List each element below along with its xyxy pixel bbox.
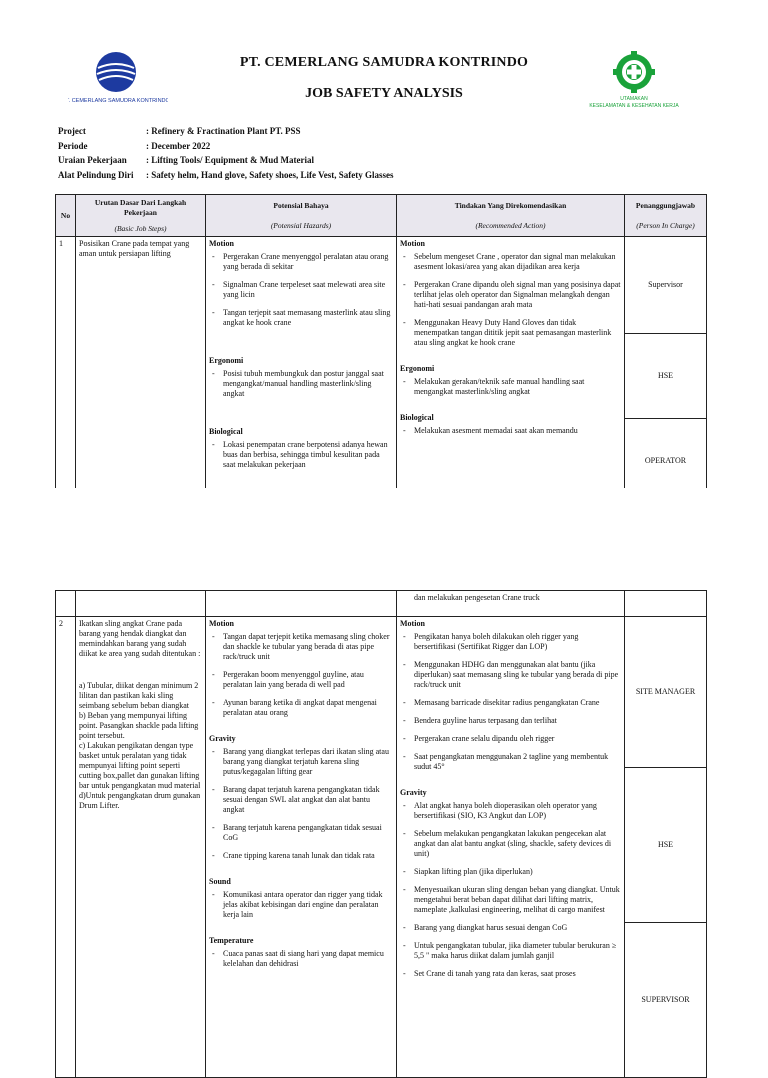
hazard-cell: [206, 617, 397, 1078]
meta-row-project: [58, 124, 706, 139]
hazard-category: Gravity: [209, 734, 236, 743]
hazard-cell: [206, 237, 397, 489]
hazard-item: - Ayunan barang ketika di angkat dapat mengenai peralatan atau orang: [209, 698, 393, 718]
meta-row-uraian: [58, 153, 706, 168]
hazard-category: Biological: [209, 427, 243, 436]
meta-value: : Safety helm, Hand glove, Safety shoes, Life Vest, Safety Glasses: [146, 169, 394, 180]
action-item: - Barang yang diangkat harus sesuai dengan CoG: [400, 923, 621, 933]
action-item: - Sebelum mengeset Crane , operator dan signal man melakukan asesment lokasi/area yang akan dijadikan area kerja: [400, 252, 621, 272]
hazard-item: - Barang dapat terjatuh karena pengangkatan tidak sesuai dengan SWL alat angkat dan alat bantu angkat: [209, 785, 393, 815]
hazard-item: - Lokasi penempatan crane berpotensi adanya hewan buas dan berbisa, sehingga timbul kesulitan pada saat melakukan pekerjaan: [209, 440, 393, 470]
action-item: - Pengikatan hanya boleh dilakukan oleh rigger yang bersertifikasi (Sertifikat Rigger dan LOP): [400, 632, 621, 652]
col-no: No: [56, 195, 76, 237]
col-action-title: Tindakan Yang Direkomendasikan: [454, 200, 567, 210]
action-item: - Memasang barricade disekitar radius pengangkatan Crane: [400, 698, 621, 708]
action-item: - Menyesuaikan ukuran sling dengan beban yang diangkat. Untuk mengetahui berat beban dapat dilihat dari lifting matrix, nameplate ,kalkulasi engineering, melihat di cargo manifest: [400, 885, 621, 915]
row-number: 1: [56, 237, 76, 489]
job-step-item: c) Lakukan pengikatan dengan type basket untuk peralatan yang tidak mempunyai lifting point seperti cutting box,pallet dan gunakan lifting bar untuk pengangkatan mud material: [79, 741, 201, 790]
hazard-item: - Crane tipping karena tanah lunak dan tidak rata: [209, 851, 393, 861]
col-action-en: (Recommended Action): [475, 220, 546, 230]
action-item: - Pergerakan crane selalu dipandu oleh rigger: [400, 734, 621, 744]
pic-cell: SUPERVISOR: [625, 923, 707, 1078]
meta-value: : Refinery & Fractination Plant PT. PSS: [146, 126, 301, 136]
meta-row-periode: [58, 139, 706, 154]
action-category: Motion: [400, 239, 425, 248]
hazard-item: - Posisi tubuh membungkuk dan postur janggal saat mengangkat/manual handling masterlink/sling angkat: [209, 369, 393, 399]
pic-cell: OPERATOR: [625, 419, 707, 489]
action-cell: [397, 617, 625, 1078]
job-step-item: b) Beban yang mempunyai lifting point. Pasangkan shackle pada lifting point tersebut.: [79, 711, 199, 740]
meta-value: : Lifting Tools/ Equipment & Mud Material: [146, 155, 315, 165]
col-pic-en: (Person In Charge): [636, 220, 695, 230]
logo-left-text: PT. CEMERLANG SAMUDRA KONTRINDO: [68, 98, 168, 104]
table-row: [56, 617, 707, 768]
hazard-item: - Pergerakan Crane menyenggol peralatan atau orang yang berada di sekitar: [209, 252, 393, 272]
document-title: JOB SAFETY ANALYSIS: [305, 86, 463, 101]
job-step-item: d)Untuk pengangkatan drum gunakan Drum Lifter.: [79, 791, 201, 810]
page1-row-clip: [55, 236, 707, 488]
col-steps: [76, 195, 206, 237]
col-steps-title: Urutan Dasar Dari Langkah Pekerjaan: [94, 197, 187, 217]
action-cell: [397, 237, 625, 489]
action-item: - Set Crane di tanah yang rata dan keras, saat proses: [400, 969, 621, 979]
hazard-category: Sound: [209, 877, 231, 886]
hazard-item: - Pergerakan boom menyenggol guyline, atau peralatan lain yang berada di well pad: [209, 670, 393, 690]
meta-label: Alat Pelindung Diri: [58, 169, 134, 180]
meta-label: Periode: [58, 140, 88, 151]
pic-cell: HSE: [625, 334, 707, 419]
table-row: [56, 591, 707, 617]
action-item: - Bendera guyline harus terpasang dan terlihat: [400, 716, 621, 726]
row-number: 2: [56, 617, 76, 1078]
hazard-category: Motion: [209, 619, 234, 628]
col-action: [397, 195, 625, 237]
job-step: Posisikan Crane pada tempat yang aman untuk persiapan lifting: [76, 237, 206, 489]
hazard-item: - Tangan terjepit saat memasang masterlink atau sling angkat ke hook crane: [209, 308, 393, 328]
meta-label: Uraian Pekerjaan: [58, 155, 127, 165]
action-item: - Siapkan lifting plan (jika diperlukan): [400, 867, 621, 877]
action-item: - Melakukan asesment memadai saat akan memandu: [400, 426, 621, 436]
meta-value: : December 2022: [146, 140, 211, 151]
jsa-table-header: [55, 194, 707, 237]
action-item: - Alat angkat hanya boleh dioperasikan oleh operator yang bersertifikasi (SIO, K3 Angkut dan LOP): [400, 801, 621, 821]
pic-cell: SITE MANAGER: [625, 617, 707, 768]
meta-label: Project: [58, 126, 86, 136]
table-row: [56, 237, 707, 334]
hazard-item: - Signalman Crane terpeleset saat melewati area site yang licin: [209, 280, 393, 300]
action-item: - Melakukan gerakan/teknik safe manual handling saat mengangkat masterlink/sling angkat: [400, 377, 621, 397]
logo-right-text-2: KESELAMATAN & KESEHATAN KERJA: [589, 103, 679, 109]
meta-row-apd: [58, 168, 706, 183]
action-item: - Menggunakan HDHG dan menggunakan alat bantu (jika diperlukan) saat memasang sling ke tubular yang berada di pipe rack/truck unit: [400, 660, 621, 690]
hazard-item: - Barang terjatuh karena pengangkatan tidak sesuai CoG: [209, 823, 393, 843]
logo-right-text-1: UTAMAKAN: [620, 96, 648, 102]
action-item: - Untuk pengangkatan tubular, jika diameter tubular berukuran ≥ 5,5 " maka harus diikat dalam jumlah ganjil: [400, 941, 621, 961]
col-pic-title: Penanggungjawab: [635, 200, 696, 210]
col-hazard: [206, 195, 397, 237]
hazard-item: - Komunikasi antara operator dan rigger yang tidak jelas akibat kebisingan dari engine dan peralatan kerja lain: [209, 890, 393, 920]
action-item: - Menggunakan Heavy Duty Hand Gloves dan tidak menempatkan tangan dititik jepit saat pemasangan masterlink atau sling angkat ke hook crane: [400, 318, 621, 348]
hazard-item: - Cuaca panas saat di siang hari yang dapat memicu kelelahan dan dehidrasi: [209, 949, 393, 969]
col-hazard-en: (Potensial Hazards): [270, 220, 332, 230]
action-item: dan melakukan pengesetan Crane truck: [414, 593, 540, 602]
hazard-item: - Barang yang diangkat terlepas dari ikatan sling atau barang yang diangkat terjatuh karena sling putus/kegagalan lifting gear: [209, 747, 393, 777]
action-category: Ergonomi: [400, 364, 435, 373]
job-step-text: Ikatkan sling angkat Crane pada barang yang hendak diangkat dan memindahkan barang yang sudah diikat ke area yang sudah ditentukan :: [79, 619, 201, 658]
pic-cell: HSE: [625, 768, 707, 923]
hazard-category: Ergonomi: [209, 356, 244, 365]
pic-cell: Supervisor: [625, 237, 707, 334]
project-meta: [58, 124, 706, 182]
jsa-table-page2: [55, 590, 707, 1078]
company-name: PT. CEMERLANG SAMUDRA KONTRINDO: [239, 55, 529, 70]
action-category: Gravity: [400, 788, 427, 797]
action-item: - Pergerakan Crane dipandu oleh signal man yang posisinya dapat terlihat jelas oleh operator dan Signalman melangkah dengan hati-hati sesuai pandangan arah mata: [400, 280, 621, 310]
col-hazard-title: Potensial Bahaya: [273, 200, 329, 210]
job-step: [76, 617, 206, 1078]
action-category: Biological: [400, 413, 434, 422]
hazard-category: Temperature: [209, 936, 254, 945]
hazard-category: Motion: [209, 239, 234, 248]
hazard-item: - Tangan dapat terjepit ketika memasang sling choker dan shackle ke tubular yang berada di atas pipe rack/truck unit: [209, 632, 393, 662]
col-steps-en: (Basic Job Steps): [114, 223, 167, 233]
job-step-item: a) Tubular, diikat dengan minimum 2 lilitan dan pastikan kaki sling seimbang sebelum beban diangkat: [79, 681, 199, 710]
col-pic: [625, 195, 707, 237]
action-item: - Saat pengangkatan menggunakan 2 tagline yang membentuk sudut 45°: [400, 752, 621, 772]
action-continued: [397, 591, 625, 617]
action-category: Motion: [400, 619, 425, 628]
jsa-row-1: [55, 236, 707, 488]
action-item: - Sebelum melakukan pengangkatan lakukan pengecekan alat angkat dan alat bantu angkat (sling, shackle, safety devices di unit): [400, 829, 621, 859]
